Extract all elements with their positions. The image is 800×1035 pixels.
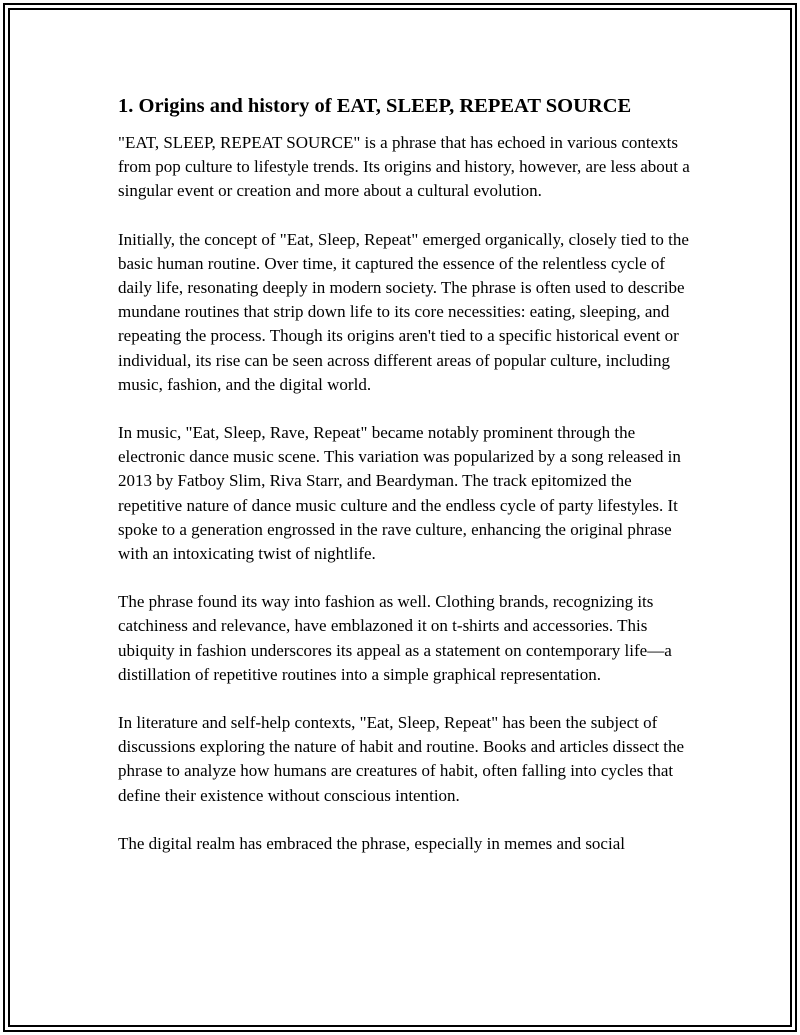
paragraph-digital: The digital realm has embraced the phrase, especially in memes and social: [118, 833, 625, 853]
paragraph-music: In music, "Eat, Sleep, Rave, Repeat" became notably prominent through the electronic dance music scene. This variation was popularized by a song released in 2013 by Fatboy Slim, Riva Starr, and Beardyman. The track epitomized the repetitive nature of dance music culture and the endless cycle of party lifestyles. It spoke to a generation engrossed in the rave culture, enhancing the original phrase with an intoxicating twist of nightlife.: [118, 423, 681, 564]
section-heading: 1. Origins and history of EAT, SLEEP, REPEAT SOURCE: [118, 95, 632, 117]
paragraph-fashion: The phrase found its way into fashion as well. Clothing brands, recognizing its catchiness and relevance, have emblazoned it on t-shirts and accessories. This ubiquity in fashion underscores its appeal as a statement on contemporary life—a distillation of repetitive routines into a simple graphical representation.: [118, 592, 672, 684]
paragraph-literature: In literature and self-help contexts, "Eat, Sleep, Repeat" has been the subject of discussions exploring the nature of habit and routine. Books and articles dissect the phrase to analyze how humans are creatures of habit, often falling into cycles that define their existence without conscious intention.: [118, 713, 685, 805]
document-body: [118, 92, 690, 880]
paragraph-intro: "EAT, SLEEP, REPEAT SOURCE" is a phrase that has echoed in various contexts from pop culture to lifestyle trends. Its origins and history, however, are less about a singular event or creation and more about a cultural evolution.: [118, 133, 690, 201]
paragraph-initial-concept: Initially, the concept of "Eat, Sleep, Repeat" emerged organically, closely tied to the basic human routine. Over time, it captured the essence of the relentless cycle of daily life, resonating deeply in modern society. The phrase is often used to describe mundane routines that strip down life to its core necessities: eating, sleeping, and repeating the process. Though its origins aren't tied to a specific historical event or individual, its rise can be seen across different areas of popular culture, including music, fashion, and the digital world.: [118, 229, 689, 394]
